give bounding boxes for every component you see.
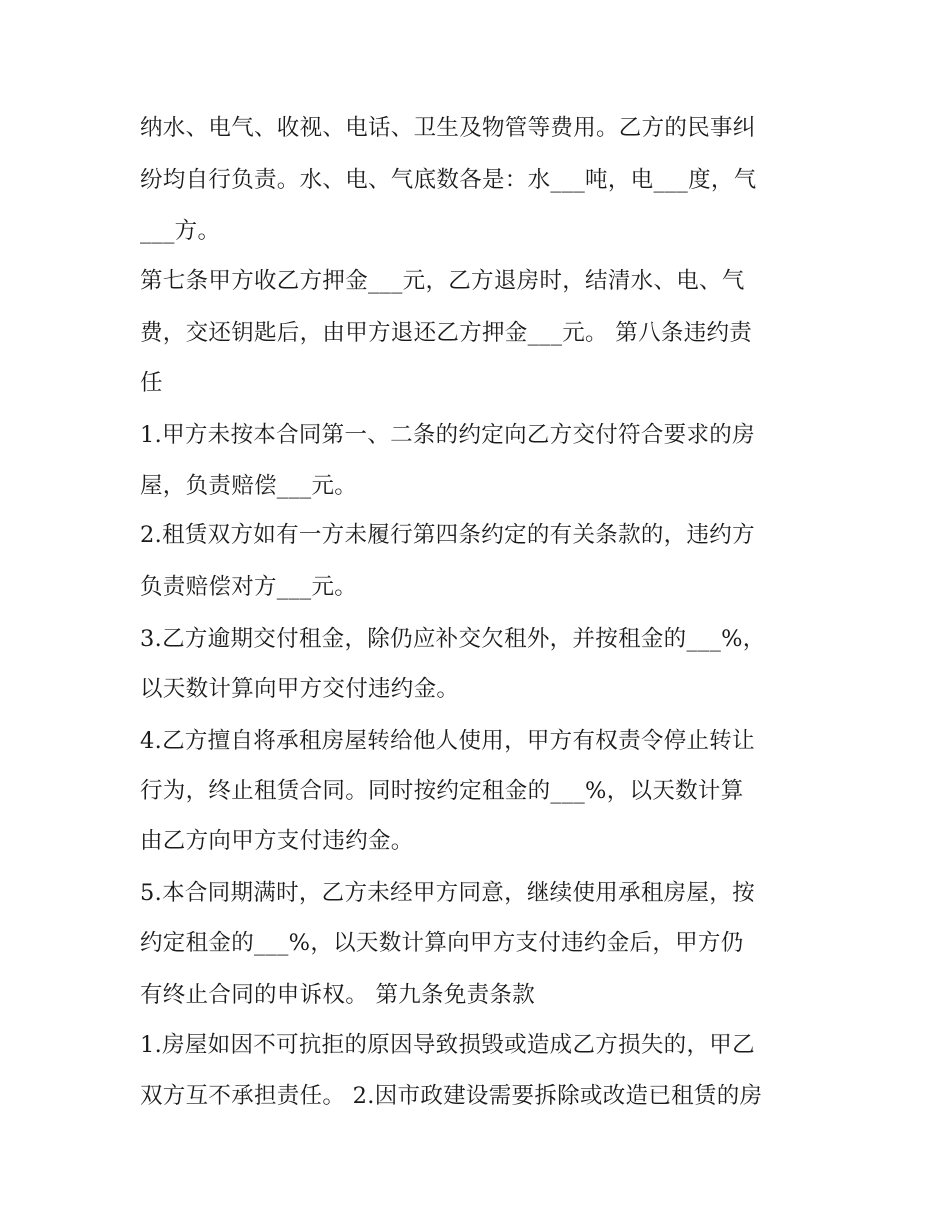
text-line: 1.甲方未按本合同第一、二条的约定向乙方交付符合要求的房 xyxy=(140,422,755,448)
text-line: 以天数计算向甲方交付违约金。 xyxy=(140,676,460,702)
text-line: 3.乙方逾期交付租金，除仍应补交欠租外，并按租金的___%， xyxy=(140,626,766,652)
text-line: 负责赔偿对方___元。 xyxy=(140,574,358,600)
text-line: 屋，负责赔偿___元。 xyxy=(140,473,358,499)
text-line: 任 xyxy=(140,370,163,396)
text-line: 纷均自行负责。水、电、气底数各是：水___吨，电___度，气 xyxy=(140,167,757,193)
text-line: 纳水、电气、收视、电话、卫生及物管等费用。乙方的民事纠 xyxy=(140,115,756,141)
text-line: 由乙方向甲方支付违约金。 xyxy=(140,828,414,854)
text-line: 行为，终止租赁合同。同时按约定租金的___%，以天数计算 xyxy=(140,778,744,804)
text-line: 2.租赁双方如有一方未履行第四条约定的有关条款的，违约方 xyxy=(140,522,755,548)
text-line: 1.房屋如因不可抗拒的原因导致损毁或造成乙方损失的，甲乙 xyxy=(140,1032,755,1058)
text-line: 费，交还钥匙后，由甲方退还乙方押金___元。 第八条违约责 xyxy=(140,320,753,346)
text-line: 双方互不承担责任。 2.因市政建设需要拆除或改造已租赁的房 xyxy=(140,1083,763,1109)
text-line: 有终止合同的申诉权。 第九条免责条款 xyxy=(140,982,536,1008)
text-line: 约定租金的___%，以天数计算向甲方支付违约金后，甲方仍 xyxy=(140,930,744,956)
text-line: 4.乙方擅自将承租房屋转给他人使用，甲方有权责令停止转让 xyxy=(140,728,755,754)
text-line: 5.本合同期满时，乙方未经甲方同意，继续使用承租房屋，按 xyxy=(140,880,755,906)
text-line: 第七条甲方收乙方押金___元，乙方退房时，结清水、电、气 xyxy=(140,268,745,294)
text-line: ___方。 xyxy=(140,218,221,244)
